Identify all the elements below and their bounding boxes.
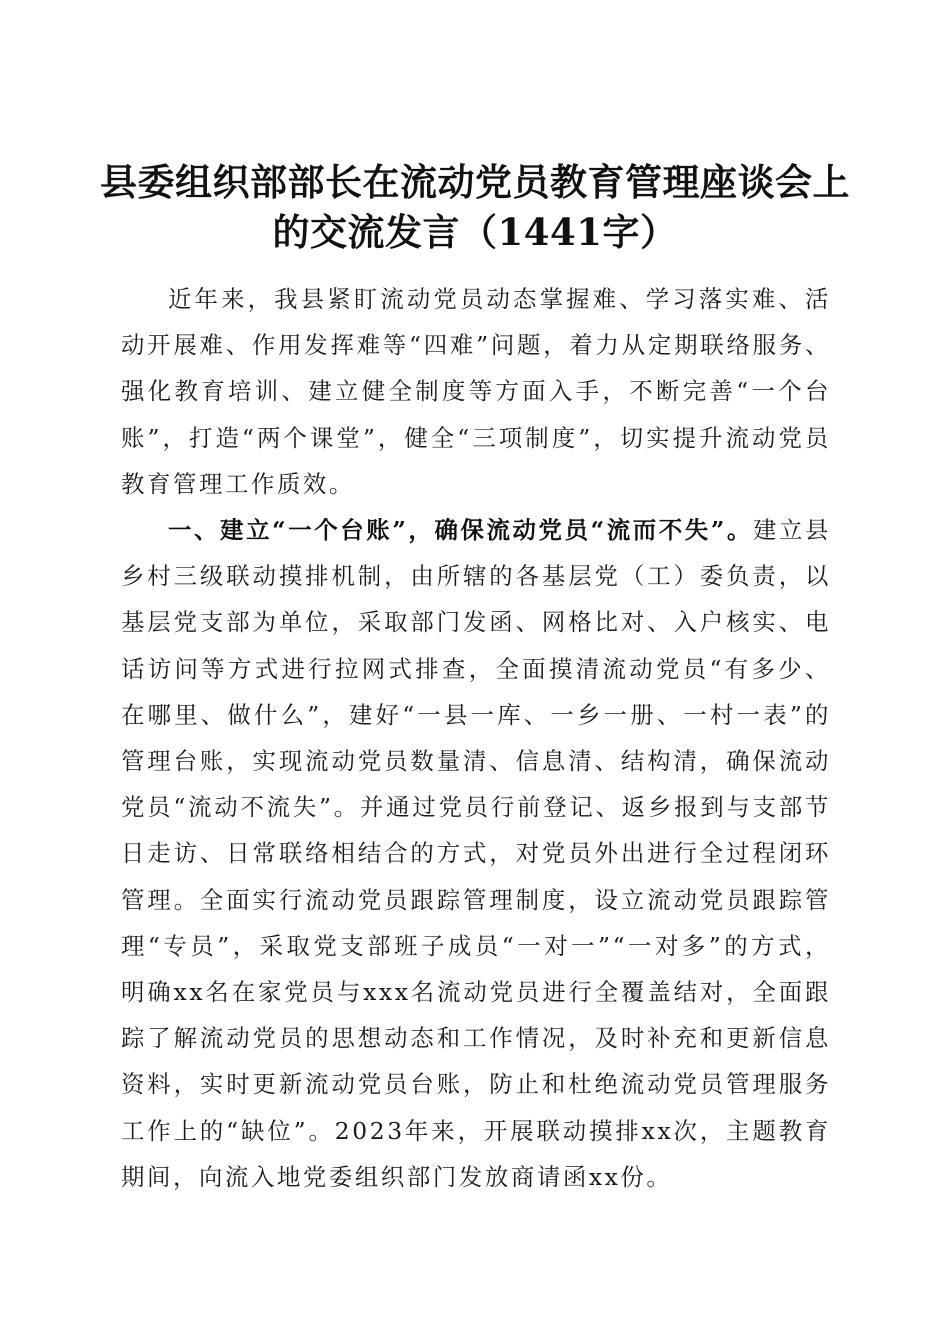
section-1-heading: 一、建立“一个台账”，确保流动党员“流而不失”。: [168, 516, 753, 545]
section-1-paragraph: [121, 507, 831, 1200]
title-line-2: 的交流发言（1441字）: [272, 209, 678, 254]
document-body: [121, 276, 831, 1200]
intro-paragraph: 近年来，我县紧盯流动党员动态掌握难、学习落实难、活动开展难、作用发挥难等“四难”问题，着力从定期联络服务、强化教育培训、建立健全制度等方面入手，不断完善“一个台账”，打造“两个课堂”，健全“三项制度”，切实提升流动党员教育管理工作质效。: [121, 285, 831, 498]
document-title: [100, 157, 850, 257]
section-1-body: 建立县乡村三级联动摸排机制，由所辖的各基层党（工）委负责，以基层党支部为单位，采取部门发函、网格比对、入户核实、电话访问等方式进行拉网式排查，全面摸清流动党员“有多少、在哪里、做什么”，建好“一县一库、一乡一册、一村一表”的管理台账，实现流动党员数量清、信息清、结构清，确保流动党员“流动不流失”。并通过党员行前登记、返乡报到与支部节日走访、日常联络相结合的方式，对党员外出进行全过程闭环管理。全面实行流动党员跟踪管理制度，设立流动党员跟踪管理“专员”，采取党支部班子成员“一对一”“一对多”的方式，明确xx名在家党员与xxx名流动党员进行全覆盖结对，全面跟踪了解流动党员的思想动态和工作情况，及时补充和更新信息资料，实时更新流动党员台账，防止和杜绝流动党员管理服务工作上的“缺位”。2023年来，开展联动摸排xx次，主题教育期间，向流入地党委组织部门发放商请函xx份。: [121, 516, 831, 1191]
title-line-1: 县委组织部部长在流动党员教育管理座谈会上: [100, 159, 850, 204]
